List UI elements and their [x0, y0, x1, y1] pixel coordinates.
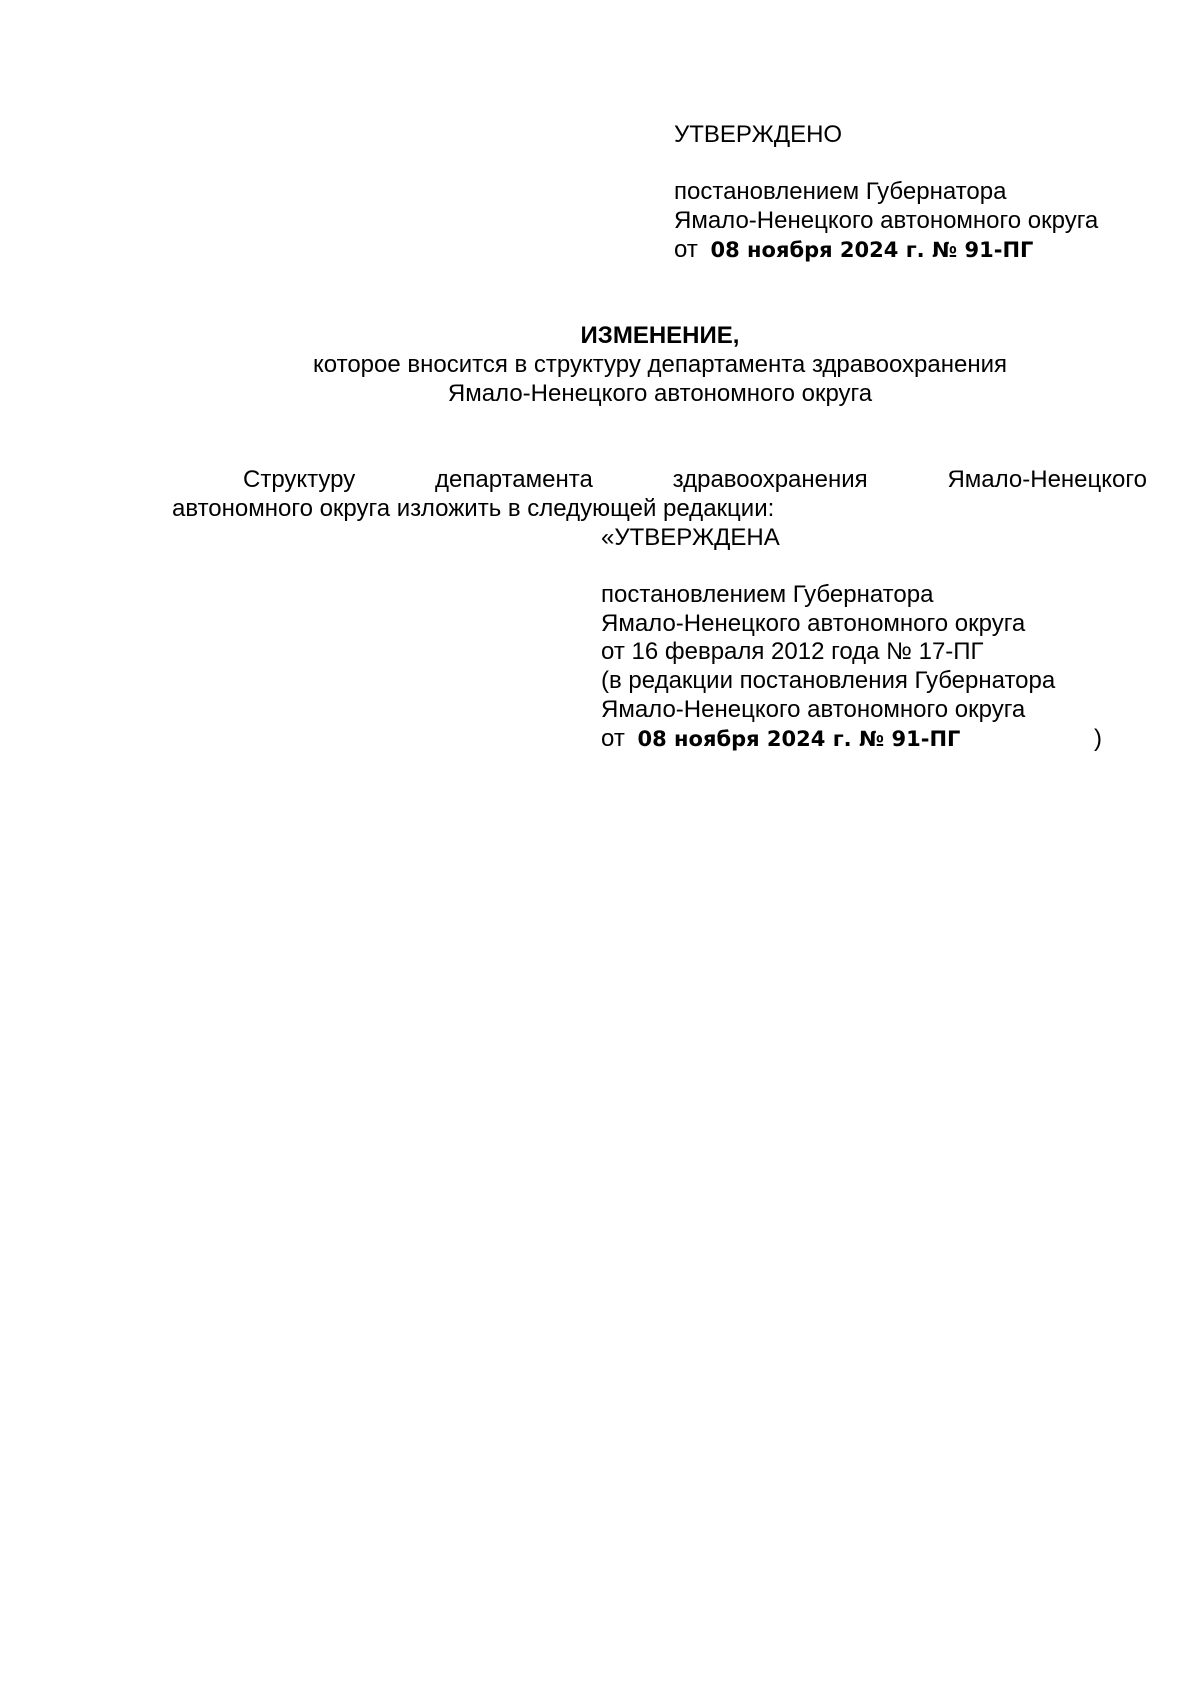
body-line-2: автономного округа изложить в следующей редакции:	[172, 495, 775, 522]
quoted-approval-line-1: постановлением Губернатора	[601, 581, 934, 608]
approval-date-value: 08 ноября 2024 г. № 91-ПГ	[710, 238, 1034, 262]
approval-line-1: постановлением Губернатора	[674, 178, 1007, 205]
quoted-approval-heading: «УТВЕРЖДЕНА	[601, 524, 780, 551]
body-word-4: Ямало-Ненецкого	[947, 466, 1147, 493]
quoted-approval-line-3: от 16 февраля 2012 года № 17-ПГ	[601, 638, 984, 665]
approval-date-line	[674, 236, 1033, 264]
body-word-2: департамента	[435, 466, 593, 493]
quoted-approval-date-value: 08 ноября 2024 г. № 91-ПГ	[637, 727, 961, 751]
document-title: ИЗМЕНЕНИЕ,	[580, 322, 740, 349]
approval-heading: УТВЕРЖДЕНО	[674, 121, 843, 148]
body-word-3: здравоохранения	[672, 466, 868, 493]
quoted-approval-closing-paren: )	[1094, 725, 1102, 752]
quoted-approval-line-2: Ямало-Ненецкого автономного округа	[601, 610, 1026, 637]
body-word-1: Структуру	[243, 466, 356, 493]
quoted-approval-line-4: (в редакции постановления Губернатора	[601, 667, 1056, 694]
document-subtitle-1: которое вносится в структуру департамента здравоохранения	[313, 351, 1007, 378]
body-line-1	[243, 466, 1147, 494]
approval-date-prefix: от	[674, 236, 698, 263]
document-subtitle-2: Ямало-Ненецкого автономного округа	[447, 380, 873, 407]
quoted-approval-line-5: Ямало-Ненецкого автономного округа	[601, 696, 1026, 723]
quoted-approval-date-prefix: от	[601, 725, 625, 752]
approval-line-2: Ямало-Ненецкого автономного округа	[674, 207, 1099, 234]
quoted-approval-date-line	[601, 725, 960, 753]
